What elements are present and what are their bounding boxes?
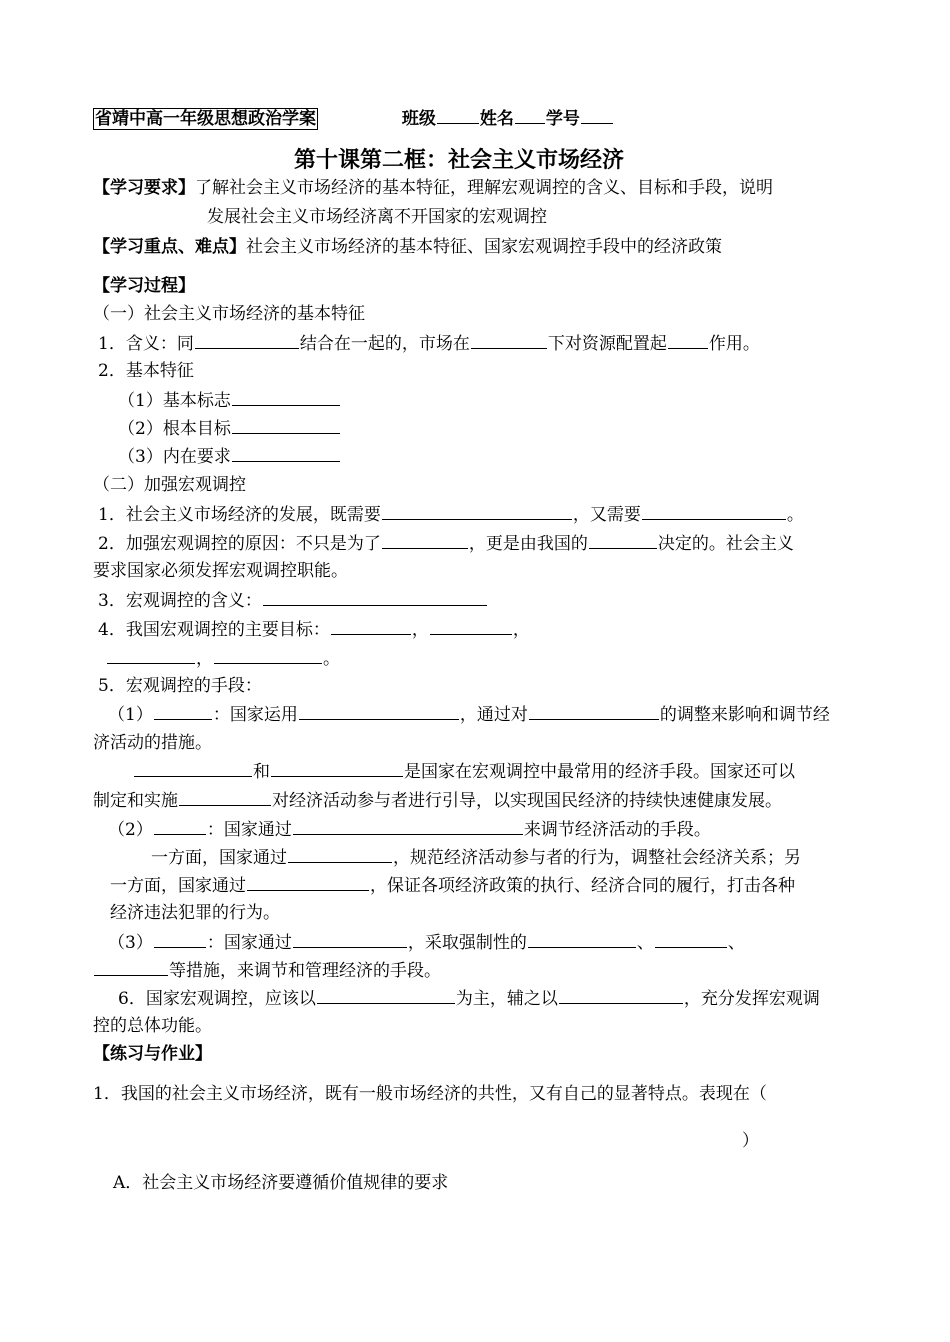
page-title: 第十课第二框：社会主义市场经济	[294, 148, 625, 173]
fill-blank[interactable]	[179, 788, 271, 806]
macro-2-cont: 要求国家必须发挥宏观调控职能。	[93, 561, 348, 581]
admin-means-sep: 、	[636, 933, 654, 953]
feature-3	[118, 444, 341, 469]
fill-blank[interactable]	[134, 759, 252, 777]
fill-blank[interactable]	[232, 416, 340, 434]
economic-policy-text-c: 制定和实施	[93, 791, 178, 811]
legal-detail-text-c: 一方面，国家通过	[110, 876, 246, 896]
fill-blank[interactable]	[382, 531, 468, 549]
feature-2	[118, 416, 341, 441]
period: 。	[323, 649, 340, 669]
fill-blank[interactable]	[214, 646, 322, 664]
macro-6-text-c: ，充分发挥宏观调	[683, 989, 820, 1009]
section-one-heading: （一）社会主义市场经济的基本特征	[93, 304, 365, 324]
class-label: 班级	[401, 109, 436, 129]
feature-3-label: （3）内在要求	[118, 447, 231, 467]
fill-blank[interactable]	[271, 759, 403, 777]
admin-means-text-c: ，采取强制性的	[407, 933, 527, 953]
comma: ，	[196, 649, 213, 669]
economic-means	[108, 702, 830, 727]
admin-means	[108, 930, 745, 955]
item-1-meaning	[98, 331, 760, 356]
fill-blank[interactable]	[471, 331, 547, 349]
macro-3	[98, 588, 488, 613]
macro-4	[98, 617, 530, 642]
legal-detail-text-b: ，规范经济活动参与者的行为，调整社会经济关系；另	[393, 848, 801, 868]
economic-means-cont: 济活动的措施。	[93, 733, 212, 753]
macro-6	[118, 986, 820, 1011]
fill-blank[interactable]	[293, 817, 523, 835]
macro-2	[98, 531, 794, 556]
process-heading: 【学习过程】	[93, 276, 195, 296]
requirement-label: 【学习要求】	[93, 178, 195, 198]
legal-means	[108, 817, 711, 842]
macro-1-text-a: 1．社会主义市场经济的发展，既需要	[98, 505, 381, 525]
number-label: 学号	[545, 109, 580, 129]
key-points	[93, 235, 722, 259]
fill-blank[interactable]	[154, 702, 212, 720]
requirement-text1: 了解社会主义市场经济的基本特征，理解宏观调控的含义、目标和手段，说明	[195, 178, 773, 198]
requirement-line1	[93, 176, 773, 200]
requirement-line2: 发展社会主义市场经济离不开国家的宏观调控	[207, 207, 547, 227]
comma: ，	[411, 620, 429, 640]
macro-1-text-b: ，又需要	[572, 505, 641, 525]
macro-6-cont: 控的总体功能。	[93, 1016, 212, 1036]
class-blank[interactable]	[437, 106, 479, 124]
fill-blank[interactable]	[154, 930, 206, 948]
item-1-text-d: 作用。	[708, 334, 760, 354]
name-blank[interactable]	[515, 106, 545, 124]
fill-blank[interactable]	[331, 617, 411, 635]
feature-1	[118, 388, 341, 413]
fill-blank[interactable]	[529, 702, 659, 720]
fill-blank[interactable]	[528, 930, 636, 948]
admin-means-text-e: 等措施，来调节和管理经济的手段。	[169, 961, 441, 981]
fill-blank[interactable]	[263, 588, 487, 606]
key-points-label: 【学习重点、难点】	[93, 237, 246, 257]
economic-policy-and: 和	[253, 762, 270, 782]
exercise-heading: 【练习与作业】	[93, 1044, 212, 1064]
admin-means-num: （3）	[108, 933, 153, 953]
school-title: 省靖中高一年级思想政治学案	[95, 109, 316, 129]
legal-means-text-c: 来调节经济活动的手段。	[523, 820, 711, 840]
question-1: 1．我国的社会主义市场经济，既有一般市场经济的共性，又有自己的显著特点。表现在（	[93, 1084, 767, 1104]
item-1-text-b: 结合在一起的，市场在	[299, 334, 470, 354]
macro-1	[98, 502, 804, 527]
fill-blank[interactable]	[94, 958, 168, 976]
fill-blank[interactable]	[655, 930, 727, 948]
macro-6-text-a: 6．国家宏观调控，应该以	[118, 989, 316, 1009]
legal-detail-text-a: 一方面，国家通过	[151, 848, 287, 868]
fill-blank[interactable]	[430, 617, 512, 635]
macro-4-cont	[106, 646, 340, 671]
item-1-text-a: 1．含义：同	[98, 334, 194, 354]
legal-detail-text-d: ，保证各项经济政策的执行、经济合同的履行，打击各种	[370, 876, 795, 896]
legal-means-detail-3: 经济违法犯罪的行为。	[110, 903, 280, 923]
admin-means-sep: 、	[727, 933, 745, 953]
legal-means-num: （2）	[108, 820, 153, 840]
legal-means-text-b: ：国家通过	[206, 820, 292, 840]
admin-means-text-b: ：国家通过	[206, 933, 292, 953]
economic-policy-text: 是国家在宏观调控中最常用的经济手段。国家还可以	[404, 762, 795, 782]
fill-blank[interactable]	[589, 531, 657, 549]
fill-blank[interactable]	[317, 986, 455, 1004]
macro-3-label: 3．宏观调控的含义：	[98, 591, 262, 611]
fill-blank[interactable]	[232, 444, 340, 462]
item-2-heading: 2．基本特征	[98, 361, 194, 381]
economic-policy-cont	[93, 788, 782, 813]
fill-blank[interactable]	[559, 986, 683, 1004]
economic-means-text-b: ：国家运用	[212, 705, 298, 725]
economic-policy-text-d: 对经济活动参与者进行引导，以实现国民经济的持续快速健康发展。	[272, 791, 782, 811]
macro-4-label: 4．我国宏观调控的主要目标：	[98, 620, 330, 640]
comma: ，	[512, 620, 530, 640]
macro-2-text-c: 决定的。社会主义	[657, 534, 794, 554]
economic-policy	[133, 759, 795, 784]
economic-means-num: （1）	[108, 705, 153, 725]
item-1-text-c: 下对资源配置起	[547, 334, 667, 354]
fill-blank[interactable]	[642, 502, 786, 520]
header-row	[93, 106, 614, 131]
fill-blank[interactable]	[107, 646, 195, 664]
name-label: 姓名	[479, 109, 514, 129]
question-1-answer-paren[interactable]: ）	[742, 1131, 759, 1151]
legal-means-detail	[151, 845, 801, 870]
macro-5: 5．宏观调控的手段：	[98, 676, 262, 696]
macro-6-text-b: 为主，辅之以	[455, 989, 558, 1009]
fill-blank[interactable]	[668, 331, 708, 349]
number-blank[interactable]	[581, 106, 613, 124]
economic-means-text-c: ，通过对	[459, 705, 528, 725]
macro-1-text-c: 。	[786, 505, 804, 525]
fill-blank[interactable]	[382, 502, 572, 520]
macro-2-text-a: 2．加强宏观调控的原因：不只是为了	[98, 534, 381, 554]
admin-means-cont	[93, 958, 441, 983]
option-a[interactable]: A．社会主义市场经济要遵循价值规律的要求	[113, 1173, 449, 1193]
fill-blank[interactable]	[288, 845, 392, 863]
economic-means-text-d: 的调整来影响和调节经	[659, 705, 830, 725]
fill-blank[interactable]	[293, 930, 407, 948]
key-points-text: 社会主义市场经济的基本特征、国家宏观调控手段中的经济政策	[246, 237, 722, 257]
macro-2-text-b: ，更是由我国的	[468, 534, 588, 554]
fill-blank[interactable]	[195, 331, 299, 349]
fill-blank[interactable]	[299, 702, 459, 720]
fill-blank[interactable]	[247, 873, 369, 891]
fill-blank[interactable]	[154, 817, 206, 835]
feature-2-label: （2）根本目标	[118, 419, 231, 439]
fill-blank[interactable]	[232, 388, 340, 406]
section-two-heading: （二）加强宏观调控	[93, 475, 246, 495]
legal-means-detail-2	[110, 873, 795, 898]
feature-1-label: （1）基本标志	[118, 391, 231, 411]
